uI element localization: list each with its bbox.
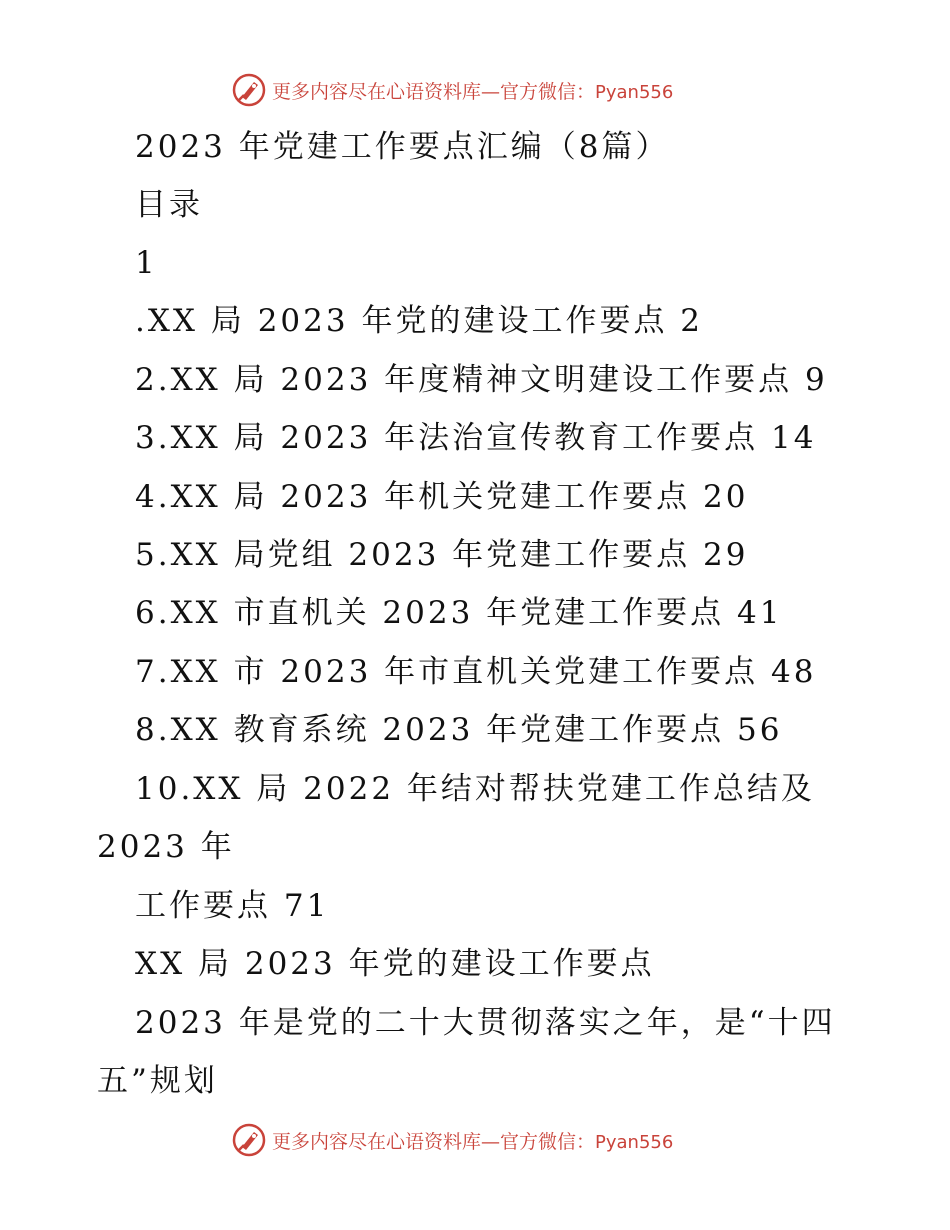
toc-item: 4.XX 局 2023 年机关党建工作要点 20: [135, 479, 749, 515]
watermark-text: [272, 1127, 673, 1154]
body-paragraph-line: 五”规划: [97, 1063, 218, 1099]
toc-item: 8.XX 教育系统 2023 年党建工作要点 56: [135, 712, 783, 748]
watermark-text: [272, 77, 673, 104]
toc-item: 5.XX 局党组 2023 年党建工作要点 29: [135, 537, 749, 573]
pen-nib-logo-icon: [232, 73, 266, 107]
section-title: XX 局 2023 年党的建设工作要点: [135, 946, 655, 982]
toc-item: 7.XX 市 2023 年市直机关党建工作要点 48: [135, 654, 817, 690]
toc-item: .XX 局 2023 年党的建设工作要点 2: [135, 303, 704, 339]
toc-item: 3.XX 局 2023 年法治宣传教育工作要点 14: [135, 420, 817, 456]
watermark-main-text: 更多内容尽在心语资料库—官方微信：: [272, 80, 596, 103]
toc-item-continued: 2023 年: [97, 829, 235, 865]
toc-item-continued: 工作要点 71: [135, 888, 330, 924]
header-watermark: [232, 70, 673, 110]
toc-number: 1: [135, 245, 158, 281]
footer-watermark: [232, 1120, 673, 1160]
toc-item: 6.XX 市直机关 2023 年党建工作要点 41: [135, 595, 783, 631]
toc-heading: 目录: [135, 187, 203, 223]
watermark-wechat-id: Pyan556: [595, 81, 674, 103]
watermark-main-text: 更多内容尽在心语资料库—官方微信：: [272, 1130, 596, 1153]
toc-item: 2.XX 局 2023 年度精神文明建设工作要点 9: [135, 362, 828, 398]
toc-item: 10.XX 局 2022 年结对帮扶党建工作总结及: [135, 771, 815, 807]
watermark-wechat-id: Pyan556: [595, 1131, 674, 1153]
body-paragraph-line: 2023 年是党的二十大贯彻落实之年，是“十四: [135, 1005, 836, 1041]
document-title: 2023 年党建工作要点汇编（8篇）: [135, 129, 670, 165]
pen-nib-logo-icon: [232, 1123, 266, 1157]
